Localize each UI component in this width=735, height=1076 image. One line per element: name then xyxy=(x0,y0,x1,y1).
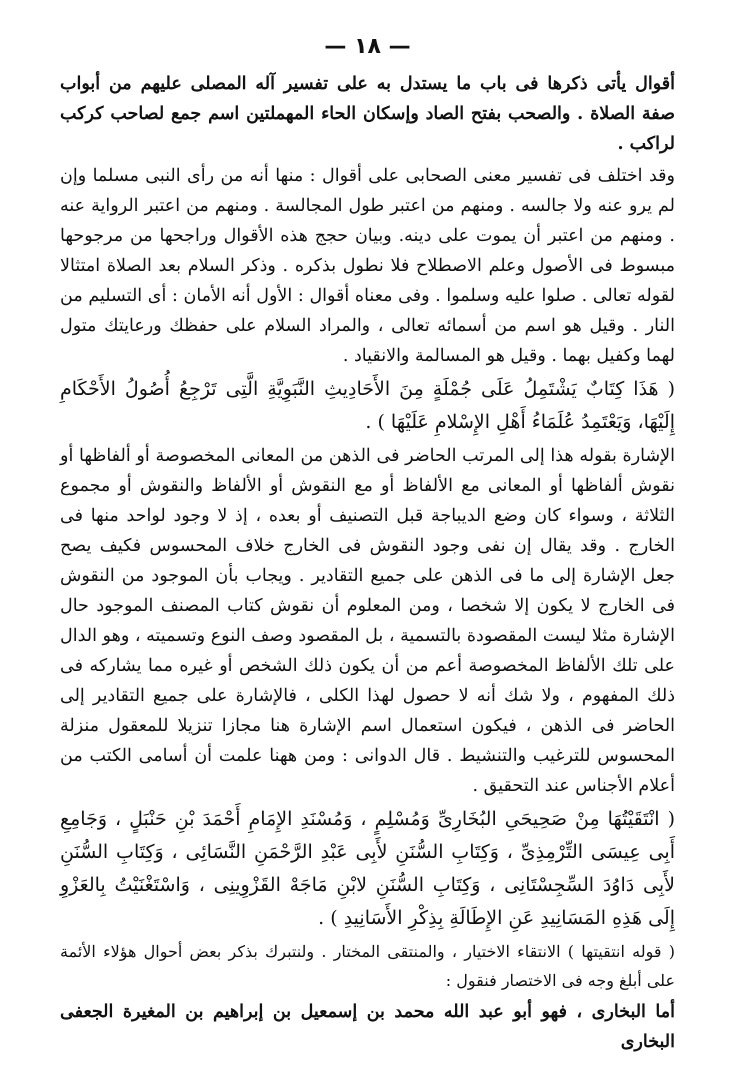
paragraph: أما البخارى ، فهو أبو عبد الله محمد بن إسمعيل بن إبراهيم بن المغيرة الجعفى البخارى xyxy=(60,1002,675,1052)
body-text xyxy=(60,69,675,1057)
page-number: — ١٨ — xyxy=(324,34,411,59)
paragraph: الإشارة بقوله هذا إلى المرتب الحاضر فى الذهن من المعانى المخصوصة أو ألفاظها أو نقوش ألفاظها أو المعانى مع الألفاظ أو مع النقوش أو الألفاظ والنقوش أو مجموع الثلاثة ، وسواء كان وضع الديباجة قبل التصنيف أو بعده ، إذ لا وجود لواحد منها فى الخارج . وقد يقال إن نفى وجود النقوش فى الخارج خلاف المحسوس فكيف يصح جعل الإشارة إلى ما فى الذهن على جميع التقادير . ويجاب بأن الموجود من النقوش فى الخارج لا يكون إلا شخصا ، ومن المعلوم أن نقوش كتاب المصنف الموجود حال الإشارة مثلا ليست المقصودة بالتسمية ، بل المقصود وصف النوع وتسميته ، وهو الدال على تلك الألفاظ المخصوصة أعم من أن يكون ذلك الشخص أو غيره مما يشاركه فى ذلك المفهوم ، ولا شك أنه لا حصول لهذا الكلى ، فالإشارة على جميع التقادير إلى الحاضر فى الذهن ، فيكون استعمال اسم الإشارة هنا مجازا تنزيلا للمعقول منزلة المحسوس للترغيب والتنشيط . قال الدوانى : ومن ههنا علمت أن أسامى الكتب من أعلام الأجناس عند التحقيق . xyxy=(60,446,675,796)
paragraph: ( قوله انتقيتها ) الانتقاء الاختيار ، والمنتقى المختار . ولنتبرك بذكر بعض أحوال هؤلاء الأئمة على أبلغ وجه فى الاختصار فنقول : xyxy=(60,942,675,990)
quoted-matn: ( انْتَقَيْتُهَا مِنْ صَحِيحَىِ البُخَارِىِّ وَمُسْلِمٍ ، وَمُسْنَدِ الإِمَامِ أَحْمَدَ بْنِ حَنْبَلٍ ، وَجَامِعِ أَبِى عِيسَى التِّرْمِذِىِّ ، وَكِتَابِ السُّنَنِ لأَبِى عَبْدِ الرَّحْمَنِ النَّسَائِى ، وَكِتَابِ السُّنَنِ لأَبِى دَاوُدَ السِّجِسْتَانِى ، وَكِتَابِ السُّنَنِ لابْنِ مَاجَهْ القَزْوِينِى ، وَاسْتَغْنَيْتُ بِالعَزْوِ إِلَى هَذِهِ المَسَانِيدِ عَنِ الإِطَالَةِ بِذِكْرِ الأَسَانِيدِ ) . xyxy=(60,808,675,929)
paragraph: وقد اختلف فى تفسير معنى الصحابى على أقوال : منها أنه من رأى النبى مسلما وإن لم يرو عنه ولا جالسه . ومنهم من اعتبر طول المجالسة . ومنهم من اعتبر الرواية عنه . ومنهم من اعتبر أن يموت على دينه. وبيان حجج هذه الأقوال وراجحها من مرجوحها مبسوط فى الأصول وعلم الاصطلاح فلا نطول بذكره . وذكر السلام بعد الصلاة امتثالا لقوله تعالى . صلوا عليه وسلموا . وفى معناه أقوال : الأول أنه الأمان : أى التسليم من النار . وقيل هو اسم من أسمائه تعالى ، والمراد السلام على حفظك ورعايتك متول لهما وكفيل بهما . وقيل هو المسالمة والانقياد . xyxy=(60,166,675,366)
paragraph: أقوال يأتى ذكرها فى باب ما يستدل به على تفسير آله المصلى عليهم من أبواب صفة الصلاة . والصحب بفتح الصاد وإسكان الحاء المهملتين اسم جمع لصاحب كركب لراكب . xyxy=(60,74,675,154)
quoted-matn: ( هَذَا كِتَابٌ يَشْتَمِلُ عَلَى جُمْلَةٍ مِنَ الأَحَادِيثِ النَّبَوِيَّةِ الَّتِى تَرْجِعُ أُصُولُ الأَحْكَامِ إِلَيْهَا، وَيَعْتَمِدُ عُلَمَاءُ أَهْلِ الإِسْلامِ عَلَيْهَا ) . xyxy=(60,378,675,433)
